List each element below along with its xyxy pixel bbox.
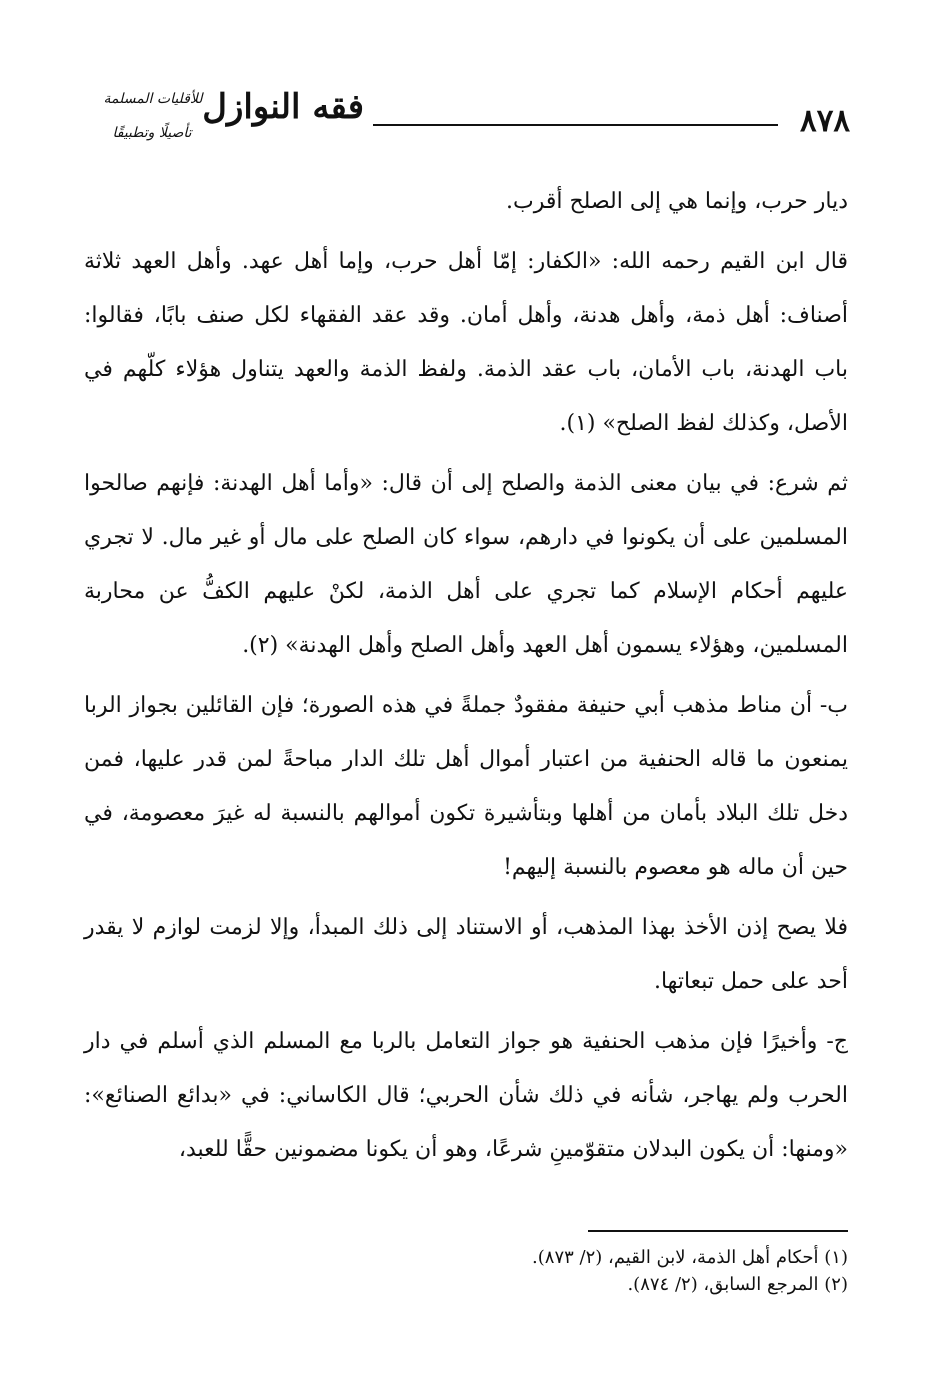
paragraph: فلا يصح إذن الأخذ بهذا المذهب، أو الاستناد إلى ذلك المبدأ، وإلا لزمت لوازم لا يقدر أحد على حمل تبعاتها. (84, 915, 848, 994)
paragraph: قال ابن القيم رحمه الله: «الكفار: إمّا أهل حرب، وإما أهل عهد. وأهل العهد ثلاثة أصناف: أهل ذمة، وأهل هدنة، وأهل أمان. وقد عقد الفقهاء لكل صنف بابًا، فقالوا: باب الهدنة، باب الأمان، باب عقد الذمة. ولفظ الذمة والعهد يتناول هؤلاء كلّهم في الأصل، وكذلك لفظ الصلح» (١). (84, 249, 848, 436)
book-subtitle-top: للأقليات المسلمة (103, 91, 203, 107)
paragraph: ديار حرب، وإنما هي إلى الصلح أقرب. (506, 189, 848, 214)
paragraph: ج- وأخيرًا فإن مذهب الحنفية هو جواز التعامل بالربا مع المسلم الذي أسلم في دار الحرب ولم يهاجر، شأنه في ذلك شأن الحربي؛ قال الكاساني: في «بدائع الصنائع»: «ومنها: أن يكون البدلان متقوّمينِ شرعًا، وهو أن يكونا مضمونين حقًّا للعبد، (84, 1029, 848, 1162)
book-title: فقه النوازل (202, 87, 364, 127)
header-rule (373, 124, 778, 126)
paragraph: ب- أن مناط مذهب أبي حنيفة مفقودٌ جملةً في هذه الصورة؛ فإن القائلين بجواز الربا يمنعون ما قاله الحنفية من اعتبار أموال أهل تلك الدار مباحةً لمن قدر عليها، فمن دخل تلك البلاد بأمان من أهلها وبتأشيرة تكون أموالهم بالنسبة له غيرَ معصومة، في حين أن ماله هو معصوم بالنسبة إليهم! (84, 693, 848, 880)
page-number: ٨٧٨ (800, 103, 850, 139)
footnote-rule (588, 1230, 848, 1232)
footnote: (١) أحكام أهل الذمة، لابن القيم، (٢/ ٨٧٣). (532, 1247, 848, 1268)
footnote: (٢) المرجع السابق، (٢/ ٨٧٤). (627, 1274, 848, 1295)
book-subtitle-bottom: تأصيلًا وتطبيقًا (112, 125, 192, 141)
paragraph: ثم شرع: في بيان معنى الذمة والصلح إلى أن قال: «وأما أهل الهدنة: فإنهم صالحوا المسلمين على أن يكونوا في دارهم، سواء كان الصلح على مال أو غير مال. لا تجري عليهم أحكام الإسلام كما تجري على أهل الذمة، لكنْ عليهم الكفُّ عن محاربة المسلمين، وهؤلاء يسمون أهل العهد وأهل الصلح وأهل الهدنة» (٢). (84, 471, 848, 658)
page-header (88, 74, 850, 166)
main-text (84, 175, 848, 1183)
footnotes (84, 1230, 848, 1298)
